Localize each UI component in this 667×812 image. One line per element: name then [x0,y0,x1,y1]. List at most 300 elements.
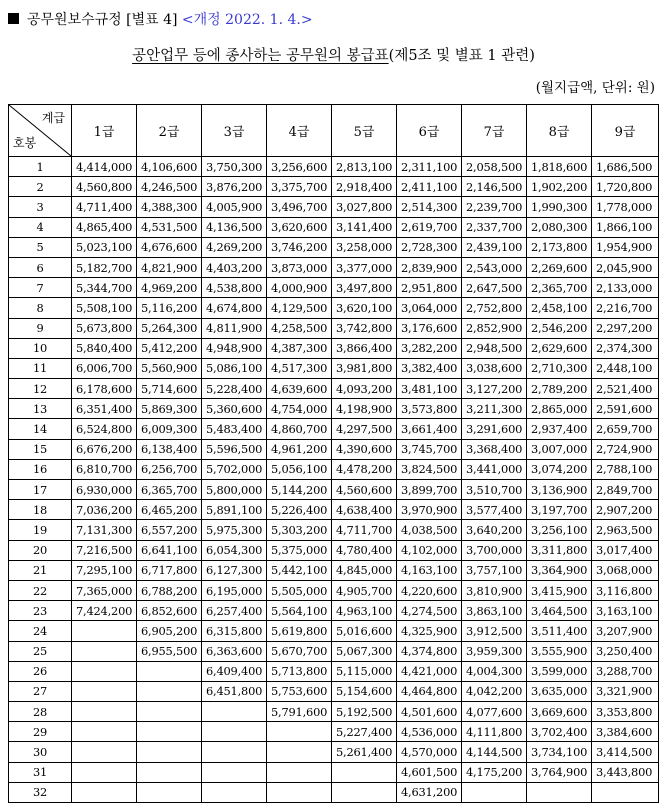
salary-cell: 2,365,700 [527,278,592,298]
step-cell: 8 [9,298,72,318]
salary-cell: 3,640,200 [462,520,527,540]
salary-cell: 2,521,400 [592,379,659,399]
salary-cell [137,762,202,782]
salary-cell [72,742,137,762]
salary-cell: 3,742,800 [332,318,397,338]
salary-cell: 4,297,500 [332,419,397,439]
salary-cell [72,621,137,641]
corner-grade-label: 계급 [41,111,65,125]
salary-cell: 4,570,000 [397,742,462,762]
salary-cell: 3,899,700 [397,480,462,500]
salary-cell: 3,414,500 [592,742,659,762]
salary-cell: 4,948,900 [202,338,267,358]
step-cell: 9 [9,318,72,338]
salary-cell: 6,955,500 [137,641,202,661]
salary-cell: 4,038,500 [397,520,462,540]
salary-cell: 2,514,300 [397,197,462,217]
salary-cell: 2,789,200 [527,379,592,399]
salary-cell: 3,163,100 [592,601,659,621]
salary-cell [137,681,202,701]
salary-cell: 3,211,300 [462,399,527,419]
salary-cell: 4,106,600 [137,157,202,177]
salary-cell: 3,250,400 [592,641,659,661]
salary-cell: 5,303,200 [267,520,332,540]
table-row [9,177,659,197]
salary-cell: 5,016,600 [332,621,397,641]
salary-cell: 2,411,100 [397,177,462,197]
salary-cell: 6,315,800 [202,621,267,641]
salary-cell: 3,207,900 [592,621,659,641]
salary-cell: 3,702,400 [527,722,592,742]
salary-cell: 6,006,700 [72,358,137,378]
salary-cell: 3,959,300 [462,641,527,661]
salary-cell: 5,264,300 [137,318,202,338]
grade-header-cell: 2급 [137,105,202,157]
grade-header-cell: 4급 [267,105,332,157]
table-row [9,540,659,560]
salary-cell: 3,353,800 [592,702,659,722]
salary-table [8,104,659,803]
salary-cell: 6,465,200 [137,500,202,520]
salary-cell: 3,258,000 [332,237,397,257]
salary-cell: 1,818,600 [527,157,592,177]
salary-cell: 3,415,900 [527,580,592,600]
salary-cell: 6,905,200 [137,621,202,641]
step-cell: 26 [9,661,72,681]
salary-cell: 2,907,200 [592,500,659,520]
salary-cell: 4,414,000 [72,157,137,177]
salary-cell [72,681,137,701]
salary-cell: 7,216,500 [72,540,137,560]
salary-cell: 2,728,300 [397,237,462,257]
step-cell: 15 [9,439,72,459]
salary-cell: 3,764,900 [527,762,592,782]
table-row [9,722,659,742]
salary-cell: 3,116,800 [592,580,659,600]
salary-cell: 3,511,400 [527,621,592,641]
salary-cell: 3,038,600 [462,358,527,378]
step-cell: 7 [9,278,72,298]
salary-cell: 4,638,400 [332,500,397,520]
step-cell: 31 [9,762,72,782]
salary-cell: 2,058,500 [462,157,527,177]
salary-cell: 4,821,900 [137,257,202,277]
salary-cell: 6,810,700 [72,459,137,479]
salary-cell: 4,780,400 [332,540,397,560]
step-cell: 1 [9,157,72,177]
step-cell: 18 [9,500,72,520]
salary-cell: 4,531,500 [137,217,202,237]
salary-cell: 3,288,700 [592,661,659,681]
table-row [9,702,659,722]
salary-cell: 3,669,600 [527,702,592,722]
salary-cell: 2,374,300 [592,338,659,358]
salary-cell: 4,129,500 [267,298,332,318]
salary-cell [72,762,137,782]
step-cell: 30 [9,742,72,762]
title-main: 공안업무 등에 종사하는 공무원의 봉급표 [132,48,389,64]
table-row [9,399,659,419]
black-square-bullet-icon [8,13,19,24]
salary-cell: 5,375,000 [267,540,332,560]
salary-cell: 5,713,800 [267,661,332,681]
salary-cell: 3,136,900 [527,480,592,500]
salary-cell: 3,256,100 [527,520,592,540]
table-row [9,762,659,782]
salary-cell: 2,839,900 [397,257,462,277]
salary-cell: 4,501,600 [397,702,462,722]
salary-cell: 5,975,300 [202,520,267,540]
salary-cell: 2,337,700 [462,217,527,237]
salary-cell: 6,178,600 [72,379,137,399]
salary-cell: 4,845,000 [332,560,397,580]
salary-cell: 2,619,700 [397,217,462,237]
table-row [9,379,659,399]
annex-label: [별표 4] [126,12,178,28]
salary-cell: 1,902,200 [527,177,592,197]
grade-header-cell: 9급 [592,105,659,157]
salary-cell: 6,195,000 [202,580,267,600]
salary-cell: 4,093,200 [332,379,397,399]
salary-cell: 3,981,800 [332,358,397,378]
salary-cell: 2,647,500 [462,278,527,298]
salary-cell: 5,619,800 [267,621,332,641]
salary-cell: 6,451,800 [202,681,267,701]
salary-cell: 5,067,300 [332,641,397,661]
salary-cell [527,782,592,802]
salary-cell: 6,641,100 [137,540,202,560]
salary-cell: 2,173,800 [527,237,592,257]
salary-cell [137,742,202,762]
salary-cell: 3,620,600 [267,217,332,237]
table-row [9,480,659,500]
salary-cell [267,742,332,762]
table-row [9,217,659,237]
corner-step-label: 호봉 [13,136,37,150]
table-title [0,44,667,65]
salary-cell: 5,182,700 [72,257,137,277]
salary-cell: 2,239,700 [462,197,527,217]
salary-cell: 5,226,400 [267,500,332,520]
step-cell: 11 [9,358,72,378]
salary-cell: 5,192,500 [332,702,397,722]
salary-cell: 4,388,300 [137,197,202,217]
salary-cell: 3,745,700 [397,439,462,459]
salary-cell: 3,757,100 [462,560,527,580]
salary-cell: 3,443,800 [592,762,659,782]
salary-cell: 5,412,200 [137,338,202,358]
salary-cell: 5,023,100 [72,237,137,257]
salary-cell: 3,863,100 [462,601,527,621]
salary-cell: 5,670,700 [267,641,332,661]
salary-cell: 3,375,700 [267,177,332,197]
salary-cell: 3,661,400 [397,419,462,439]
salary-cell: 5,483,400 [202,419,267,439]
salary-cell: 6,009,300 [137,419,202,439]
salary-cell: 3,599,000 [527,661,592,681]
salary-cell: 5,116,200 [137,298,202,318]
table-row [9,500,659,520]
step-cell: 13 [9,399,72,419]
salary-cell: 5,791,600 [267,702,332,722]
table-row [9,641,659,661]
step-cell: 3 [9,197,72,217]
salary-cell: 3,824,500 [397,459,462,479]
salary-cell: 2,659,700 [592,419,659,439]
salary-cell: 5,344,700 [72,278,137,298]
salary-cell: 5,056,100 [267,459,332,479]
salary-cell: 5,869,300 [137,399,202,419]
salary-cell [332,782,397,802]
salary-cell: 3,635,000 [527,681,592,701]
table-row [9,681,659,701]
salary-cell: 4,144,500 [462,742,527,762]
table-row [9,157,659,177]
salary-cell: 2,963,500 [592,520,659,540]
title-suffix: (제5조 및 별표 1 관련) [388,48,535,64]
salary-cell: 3,573,800 [397,399,462,419]
salary-cell: 3,127,200 [462,379,527,399]
salary-cell [332,762,397,782]
salary-cell: 5,144,200 [267,480,332,500]
salary-cell: 2,458,100 [527,298,592,318]
salary-cell: 5,227,400 [332,722,397,742]
salary-cell: 5,505,000 [267,580,332,600]
header-row [9,105,659,157]
table-row [9,197,659,217]
salary-cell: 4,865,400 [72,217,137,237]
salary-cell: 5,154,600 [332,681,397,701]
salary-cell: 5,360,600 [202,399,267,419]
salary-cell: 3,368,400 [462,439,527,459]
table-body [9,157,659,803]
salary-cell: 2,813,100 [332,157,397,177]
salary-cell: 1,954,900 [592,237,659,257]
salary-cell: 2,865,000 [527,399,592,419]
salary-cell: 6,676,200 [72,439,137,459]
salary-cell: 2,448,100 [592,358,659,378]
step-cell: 19 [9,520,72,540]
salary-cell: 6,557,200 [137,520,202,540]
salary-cell: 4,077,600 [462,702,527,722]
salary-cell: 4,601,500 [397,762,462,782]
salary-cell: 4,560,800 [72,177,137,197]
salary-cell: 3,496,700 [267,197,332,217]
salary-cell: 2,080,300 [527,217,592,237]
salary-cell: 6,256,700 [137,459,202,479]
salary-cell: 1,778,000 [592,197,659,217]
salary-cell: 4,905,700 [332,580,397,600]
salary-cell: 7,131,300 [72,520,137,540]
salary-cell: 6,717,800 [137,560,202,580]
salary-cell: 6,524,800 [72,419,137,439]
salary-cell: 2,852,900 [462,318,527,338]
salary-cell: 6,363,600 [202,641,267,661]
salary-cell: 3,007,000 [527,439,592,459]
salary-cell [137,702,202,722]
table-row [9,419,659,439]
table-row [9,621,659,641]
salary-cell: 5,714,600 [137,379,202,399]
salary-cell: 4,390,600 [332,439,397,459]
salary-cell: 3,750,300 [202,157,267,177]
salary-cell: 6,788,200 [137,580,202,600]
salary-cell: 2,216,700 [592,298,659,318]
salary-cell: 2,591,600 [592,399,659,419]
step-cell: 32 [9,782,72,802]
salary-cell: 6,351,400 [72,399,137,419]
grade-header-cell: 7급 [462,105,527,157]
salary-cell: 3,555,900 [527,641,592,661]
salary-cell: 3,141,400 [332,217,397,237]
table-row [9,358,659,378]
salary-cell: 6,852,600 [137,601,202,621]
salary-cell: 3,441,000 [462,459,527,479]
salary-cell: 5,560,900 [137,358,202,378]
salary-cell: 3,746,200 [267,237,332,257]
salary-cell: 4,421,000 [397,661,462,681]
salary-cell: 2,146,500 [462,177,527,197]
salary-cell: 5,702,000 [202,459,267,479]
salary-cell: 5,891,100 [202,500,267,520]
step-cell: 17 [9,480,72,500]
salary-cell: 3,074,200 [527,459,592,479]
salary-cell: 4,246,500 [137,177,202,197]
salary-cell: 3,384,600 [592,722,659,742]
step-cell: 23 [9,601,72,621]
salary-cell: 3,876,200 [202,177,267,197]
salary-cell: 3,256,600 [267,157,332,177]
salary-cell: 3,734,100 [527,742,592,762]
salary-cell: 4,631,200 [397,782,462,802]
salary-cell: 2,918,400 [332,177,397,197]
salary-cell: 3,291,600 [462,419,527,439]
salary-cell: 4,464,800 [397,681,462,701]
salary-cell: 3,620,100 [332,298,397,318]
salary-cell: 3,912,500 [462,621,527,641]
salary-cell: 5,800,000 [202,480,267,500]
salary-cell: 3,577,400 [462,500,527,520]
salary-cell [72,661,137,681]
salary-cell: 4,478,200 [332,459,397,479]
table-row [9,257,659,277]
step-cell: 25 [9,641,72,661]
grade-header-cell: 5급 [332,105,397,157]
salary-cell: 2,439,100 [462,237,527,257]
salary-cell: 3,970,900 [397,500,462,520]
step-cell: 2 [9,177,72,197]
salary-cell [202,702,267,722]
salary-cell: 3,464,500 [527,601,592,621]
salary-cell: 5,564,100 [267,601,332,621]
step-cell: 10 [9,338,72,358]
salary-cell: 5,673,800 [72,318,137,338]
salary-cell: 4,274,500 [397,601,462,621]
salary-cell: 4,269,200 [202,237,267,257]
salary-cell: 7,365,000 [72,580,137,600]
salary-cell: 6,257,400 [202,601,267,621]
step-cell: 22 [9,580,72,600]
salary-cell: 2,951,800 [397,278,462,298]
salary-cell: 6,930,000 [72,480,137,500]
salary-cell: 7,036,200 [72,500,137,520]
salary-cell: 4,754,000 [267,399,332,419]
salary-cell: 2,752,800 [462,298,527,318]
salary-cell [202,742,267,762]
step-cell: 5 [9,237,72,257]
salary-cell: 5,228,400 [202,379,267,399]
salary-cell [462,782,527,802]
salary-cell: 3,282,200 [397,338,462,358]
salary-cell: 3,321,900 [592,681,659,701]
salary-cell: 4,175,200 [462,762,527,782]
salary-cell: 1,686,500 [592,157,659,177]
salary-cell: 2,297,200 [592,318,659,338]
step-cell: 27 [9,681,72,701]
salary-cell: 4,374,800 [397,641,462,661]
step-cell: 20 [9,540,72,560]
unit-note: (월지급액, 단위: 원) [535,80,655,96]
salary-cell: 2,045,900 [592,257,659,277]
salary-cell: 2,948,500 [462,338,527,358]
salary-cell: 4,517,300 [267,358,332,378]
salary-cell: 3,810,900 [462,580,527,600]
salary-cell: 4,674,800 [202,298,267,318]
table-row [9,520,659,540]
salary-cell: 2,724,900 [592,439,659,459]
table-row [9,318,659,338]
salary-cell: 3,382,400 [397,358,462,378]
salary-cell: 2,629,600 [527,338,592,358]
step-cell: 12 [9,379,72,399]
salary-cell: 6,138,400 [137,439,202,459]
salary-cell: 3,027,800 [332,197,397,217]
salary-cell: 4,163,100 [397,560,462,580]
salary-cell: 4,042,200 [462,681,527,701]
salary-cell: 3,377,000 [332,257,397,277]
salary-cell: 5,086,100 [202,358,267,378]
salary-cell: 2,710,300 [527,358,592,378]
salary-cell: 4,536,000 [397,722,462,742]
salary-cell: 2,546,200 [527,318,592,338]
salary-cell [72,782,137,802]
grade-header-cell: 6급 [397,105,462,157]
salary-cell [72,641,137,661]
step-cell: 28 [9,702,72,722]
salary-cell: 4,711,400 [72,197,137,217]
step-cell: 4 [9,217,72,237]
salary-cell: 3,068,000 [592,560,659,580]
salary-cell: 3,866,400 [332,338,397,358]
salary-cell: 3,064,000 [397,298,462,318]
salary-cell: 6,054,300 [202,540,267,560]
salary-cell: 3,700,000 [462,540,527,560]
salary-cell: 4,198,900 [332,399,397,419]
salary-cell [202,782,267,802]
salary-cell: 2,849,700 [592,480,659,500]
salary-cell [137,661,202,681]
salary-cell: 4,560,600 [332,480,397,500]
salary-cell: 4,711,700 [332,520,397,540]
salary-cell: 5,753,600 [267,681,332,701]
salary-cell: 3,873,000 [267,257,332,277]
salary-cell: 3,497,800 [332,278,397,298]
table-row [9,439,659,459]
corner-header-cell [9,105,72,157]
salary-cell [202,762,267,782]
salary-cell: 6,365,700 [137,480,202,500]
salary-cell: 7,424,200 [72,601,137,621]
